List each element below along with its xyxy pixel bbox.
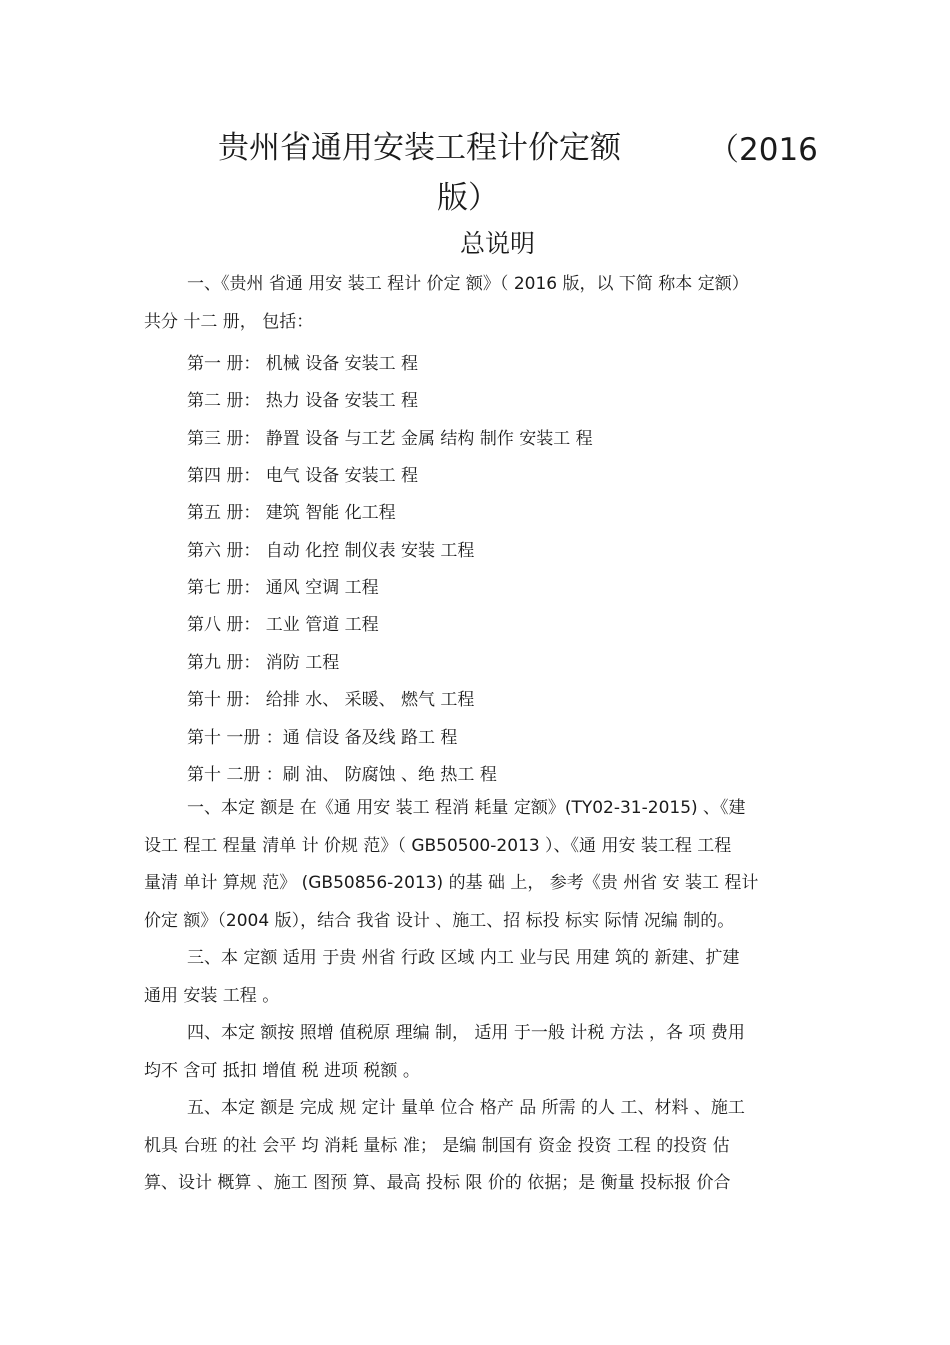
volume-item: 第一 册： 机械 设备 安装工 程 [187,354,419,374]
paragraph-line: 五、本定 额是 完成 规 定计 量单 位合 格产 品 所需 的人 工、材料 、施工 [187,1098,745,1118]
section-paragraph [144,790,804,940]
volume-item: 第十 册： 给排 水、 采暖、 燃气 工程 [187,690,475,710]
paragraph-line: 均不 含可 抵扣 增值 税 进项 税额 。 [144,1060,420,1081]
volume-item: 第三 册： 静置 设备 与工艺 金属 结构 制作 安装工 程 [187,429,593,449]
paragraph-line: 量清 单计 算规 范》 (GB50856-2013) 的基 础 上， 参考《贵 州省 安 装工 程计 [144,873,759,893]
volume-item: 第七 册： 通风 空调 工程 [187,578,379,598]
paragraph-line: 设工 程工 程量 清单 计 价规 范》（ GB50500-2013 ）、《通 用安 装工程 工程 [144,835,732,856]
paragraph-line: 四、本定 额按 照增 值税原 理编 制， 适用 于一般 计税 方法 ，各 项 费用 [187,1023,745,1043]
section-paragraph [144,1090,804,1203]
document-title-edition: 版） [437,180,499,216]
document-title-year: （2016 [708,132,818,168]
volume-item: 第八 册： 工业 管道 工程 [187,615,379,635]
document-title: 贵州省通用安装工程计价定额 [218,130,621,166]
section-paragraph [144,1015,804,1090]
section-paragraph [144,940,804,1015]
paragraph-line: 共分 十二 册， 包括： [144,311,314,332]
paragraph-line: 价定 额》（2004 版），结合 我省 设计 、施工、招 标投 标实 际情 况编 制的。 [144,910,735,931]
paragraph-line: 一、《贵州 省通 用安 装工 程计 价定 额》（ 2016 版，以 下简 称本 定额） [187,274,749,294]
intro-paragraph [144,266,804,341]
paragraph-line: 三、本 定额 适用 于贵 州省 行政 区域 内工 业与民 用建 筑的 新建、扩建 [187,948,740,968]
paragraph-line: 通用 安装 工程 。 [144,985,280,1006]
volume-item: 第十 一册 ：通 信设 备及线 路工 程 [187,728,458,748]
volume-item: 第十 二册 ：刷 油、 防腐蚀 、绝 热工 程 [187,765,497,785]
volume-item: 第二 册： 热力 设备 安装工 程 [187,391,419,411]
volume-item: 第六 册： 自动 化控 制仪表 安装 工程 [187,541,475,561]
volume-item: 第五 册： 建筑 智能 化工程 [187,503,396,523]
paragraph-line: 机具 台班 的社 会平 均 消耗 量标 准； 是编 制国有 资金 投资 工程 的投资 估 [144,1135,730,1156]
paragraph-line: 一、本定 额是 在《通 用安 装工 程消 耗量 定额》(TY02-31-2015) 、《建 [187,798,746,818]
section-heading: 总说明 [460,229,536,258]
volume-item: 第九 册： 消防 工程 [187,653,340,673]
paragraph-line: 算、设计 概算 、施工 图预 算、最高 投标 限 价的 依据；是 衡量 投标报 价合 [144,1173,731,1193]
volume-item: 第四 册： 电气 设备 安装工 程 [187,466,419,486]
